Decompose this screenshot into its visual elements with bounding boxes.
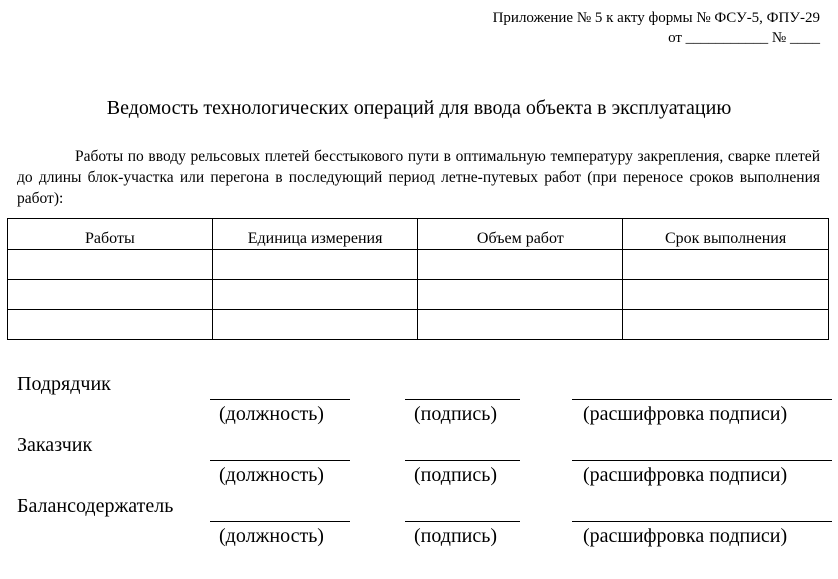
decoding-caption: (расшифровка подписи) (583, 464, 788, 486)
party-balance-holder-label: Балансодержатель (17, 495, 174, 517)
table-cell[interactable] (623, 280, 829, 310)
decoding-line[interactable] (572, 460, 832, 461)
decoding-line[interactable] (572, 521, 832, 522)
table-cell[interactable] (212, 250, 418, 280)
party-contractor-label: Подрядчик (17, 373, 111, 395)
signature-line[interactable] (405, 521, 520, 522)
table-cell[interactable] (8, 280, 213, 310)
table-cell[interactable] (212, 280, 418, 310)
position-caption: (должность) (219, 525, 324, 547)
decoding-line[interactable] (572, 399, 832, 400)
position-caption: (должность) (219, 464, 324, 486)
table-cell[interactable] (623, 310, 829, 340)
intro-paragraph: Работы по вводу рельсовых плетей бесстыкового пути в оптимальную температуру закрепления, сварке плетей до длины блок-участка или перегона в последующий период летне-путевых работ (при переносе сроков выполнения работ): (17, 148, 820, 207)
table-cell[interactable] (212, 310, 418, 340)
table-cell[interactable] (418, 310, 623, 340)
position-line[interactable] (210, 399, 350, 400)
table-row (8, 250, 829, 280)
table-cell[interactable] (418, 250, 623, 280)
signature-caption: (подпись) (414, 525, 498, 547)
position-line[interactable] (210, 521, 350, 522)
table-row (8, 310, 829, 340)
table-header-row (8, 219, 829, 250)
table-cell[interactable] (418, 280, 623, 310)
signature-caption: (подпись) (414, 464, 498, 486)
party-customer-label: Заказчик (17, 434, 93, 456)
decoding-caption: (расшифровка подписи) (583, 525, 788, 547)
table-row (8, 280, 829, 310)
column-header-deadline: Срок выполнения (623, 219, 829, 250)
table-cell[interactable] (8, 250, 213, 280)
document-title: Ведомость технологических операций для ввода объекта в эксплуатацию (106, 97, 732, 119)
signature-line[interactable] (405, 399, 520, 400)
position-caption: (должность) (219, 403, 324, 425)
position-line[interactable] (210, 460, 350, 461)
column-header-unit: Единица измерения (212, 219, 418, 250)
signature-caption: (подпись) (414, 403, 498, 425)
table-cell[interactable] (8, 310, 213, 340)
column-header-works: Работы (8, 219, 213, 250)
appendix-line-1: Приложение № 5 к акту формы № ФСУ-5, ФПУ-29 (492, 10, 820, 26)
signature-line[interactable] (405, 460, 520, 461)
operations-table (7, 218, 829, 340)
decoding-caption: (расшифровка подписи) (583, 403, 788, 425)
table-cell[interactable] (623, 250, 829, 280)
column-header-volume: Объем работ (418, 219, 623, 250)
appendix-note (493, 8, 820, 48)
appendix-line-2: от ___________ № ____ (668, 30, 820, 46)
